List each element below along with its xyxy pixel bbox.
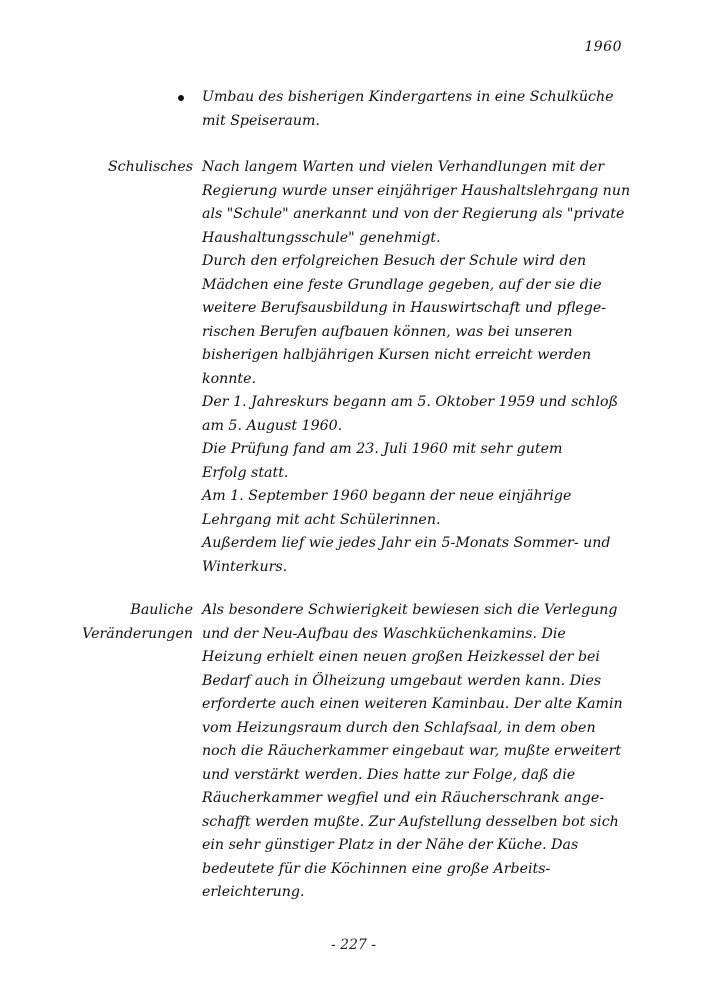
text-line: Außerdem lief wie jedes Jahr ein 5-Monats Sommer- und xyxy=(202,535,611,551)
text-line: Heizung erhielt einen neuen großen Heizkessel der bei xyxy=(202,649,600,665)
text-line: erforderte auch einen weiteren Kaminbau. Der alte Kamin xyxy=(202,696,623,712)
text-line: Regierung wurde unser einjähriger Haushaltslehrgang nun xyxy=(202,182,631,199)
text-line: Erfolg statt. xyxy=(202,464,289,481)
section-body xyxy=(202,156,632,579)
text-line: Die Prüfung fand am 23. Juli 1960 mit sehr gutem xyxy=(202,441,563,457)
text-line: ein sehr günstiger Platz in der Nähe der Küche. Das xyxy=(202,837,579,853)
text-line: Nach langem Warten und vielen Verhandlungen mit der xyxy=(202,159,605,175)
bullet-text xyxy=(202,86,618,133)
text-line: schafft werden mußte. Zur Aufstellung desselben bot sich xyxy=(202,813,619,830)
text-line: als "Schule" anerkannt und von der Regierung als "private xyxy=(202,206,625,222)
label-line: Bauliche xyxy=(130,602,193,618)
page-number: - 227 - xyxy=(330,937,377,953)
text-line: am 5. August 1960. xyxy=(202,417,343,434)
text-line: noch die Räucherkammer eingebaut war, mußte erweitert xyxy=(202,743,622,759)
text-line: Als besondere Schwierigkeit bewiesen sich die Verlegung xyxy=(202,602,618,618)
text-line: Winterkurs. xyxy=(202,558,288,575)
text-line: Bedarf auch in Ölheizung umgebaut werden kann. Dies xyxy=(202,672,602,689)
section-label xyxy=(63,156,193,180)
text-line: Räucherkammer wegfiel und ein Räucherschrank ange- xyxy=(202,790,605,806)
text-line: rischen Berufen aufbauen können, was bei unseren xyxy=(202,323,573,340)
text-line: mit Speiseraum. xyxy=(202,112,320,129)
label-line: Veränderungen xyxy=(82,625,193,642)
bullet-dot-icon xyxy=(178,95,184,101)
page-year: 1960 xyxy=(584,39,622,55)
section-label xyxy=(63,599,193,646)
text-line: bedeutete für die Köchinnen eine große Arbeits- xyxy=(202,860,551,877)
section-body xyxy=(202,599,632,905)
bullet-item xyxy=(178,86,618,133)
text-line: Mädchen eine feste Grundlage gegeben, auf der sie die xyxy=(202,276,602,293)
text-line: Lehrgang mit acht Schülerinnen. xyxy=(202,511,441,528)
text-line: bisherigen halbjährigen Kursen nicht erreicht werden xyxy=(202,347,592,363)
text-line: Am 1. September 1960 begann der neue einjährige xyxy=(202,488,572,504)
text-line: Umbau des bisherigen Kindergartens in eine Schulküche xyxy=(202,89,614,105)
text-line: konnte. xyxy=(202,370,257,387)
text-line: Durch den erfolgreichen Besuch der Schule wird den xyxy=(202,253,587,269)
text-line: weitere Berufsausbildung in Hauswirtschaft und pflege- xyxy=(202,300,607,316)
text-line: und verstärkt werden. Dies hatte zur Folge, daß die xyxy=(202,766,576,783)
text-line: vom Heizungsraum durch den Schlafsaal, in dem oben xyxy=(202,719,596,736)
text-line: erleichterung. xyxy=(202,884,305,900)
text-line: Haushaltungsschule" genehmigt. xyxy=(202,229,441,246)
text-line: Der 1. Jahreskurs begann am 5. Oktober 1959 und schloß xyxy=(202,394,619,410)
text-line: und der Neu-Aufbau des Waschküchenkamins. Die xyxy=(202,625,566,642)
label-line: Schulisches xyxy=(107,159,193,175)
